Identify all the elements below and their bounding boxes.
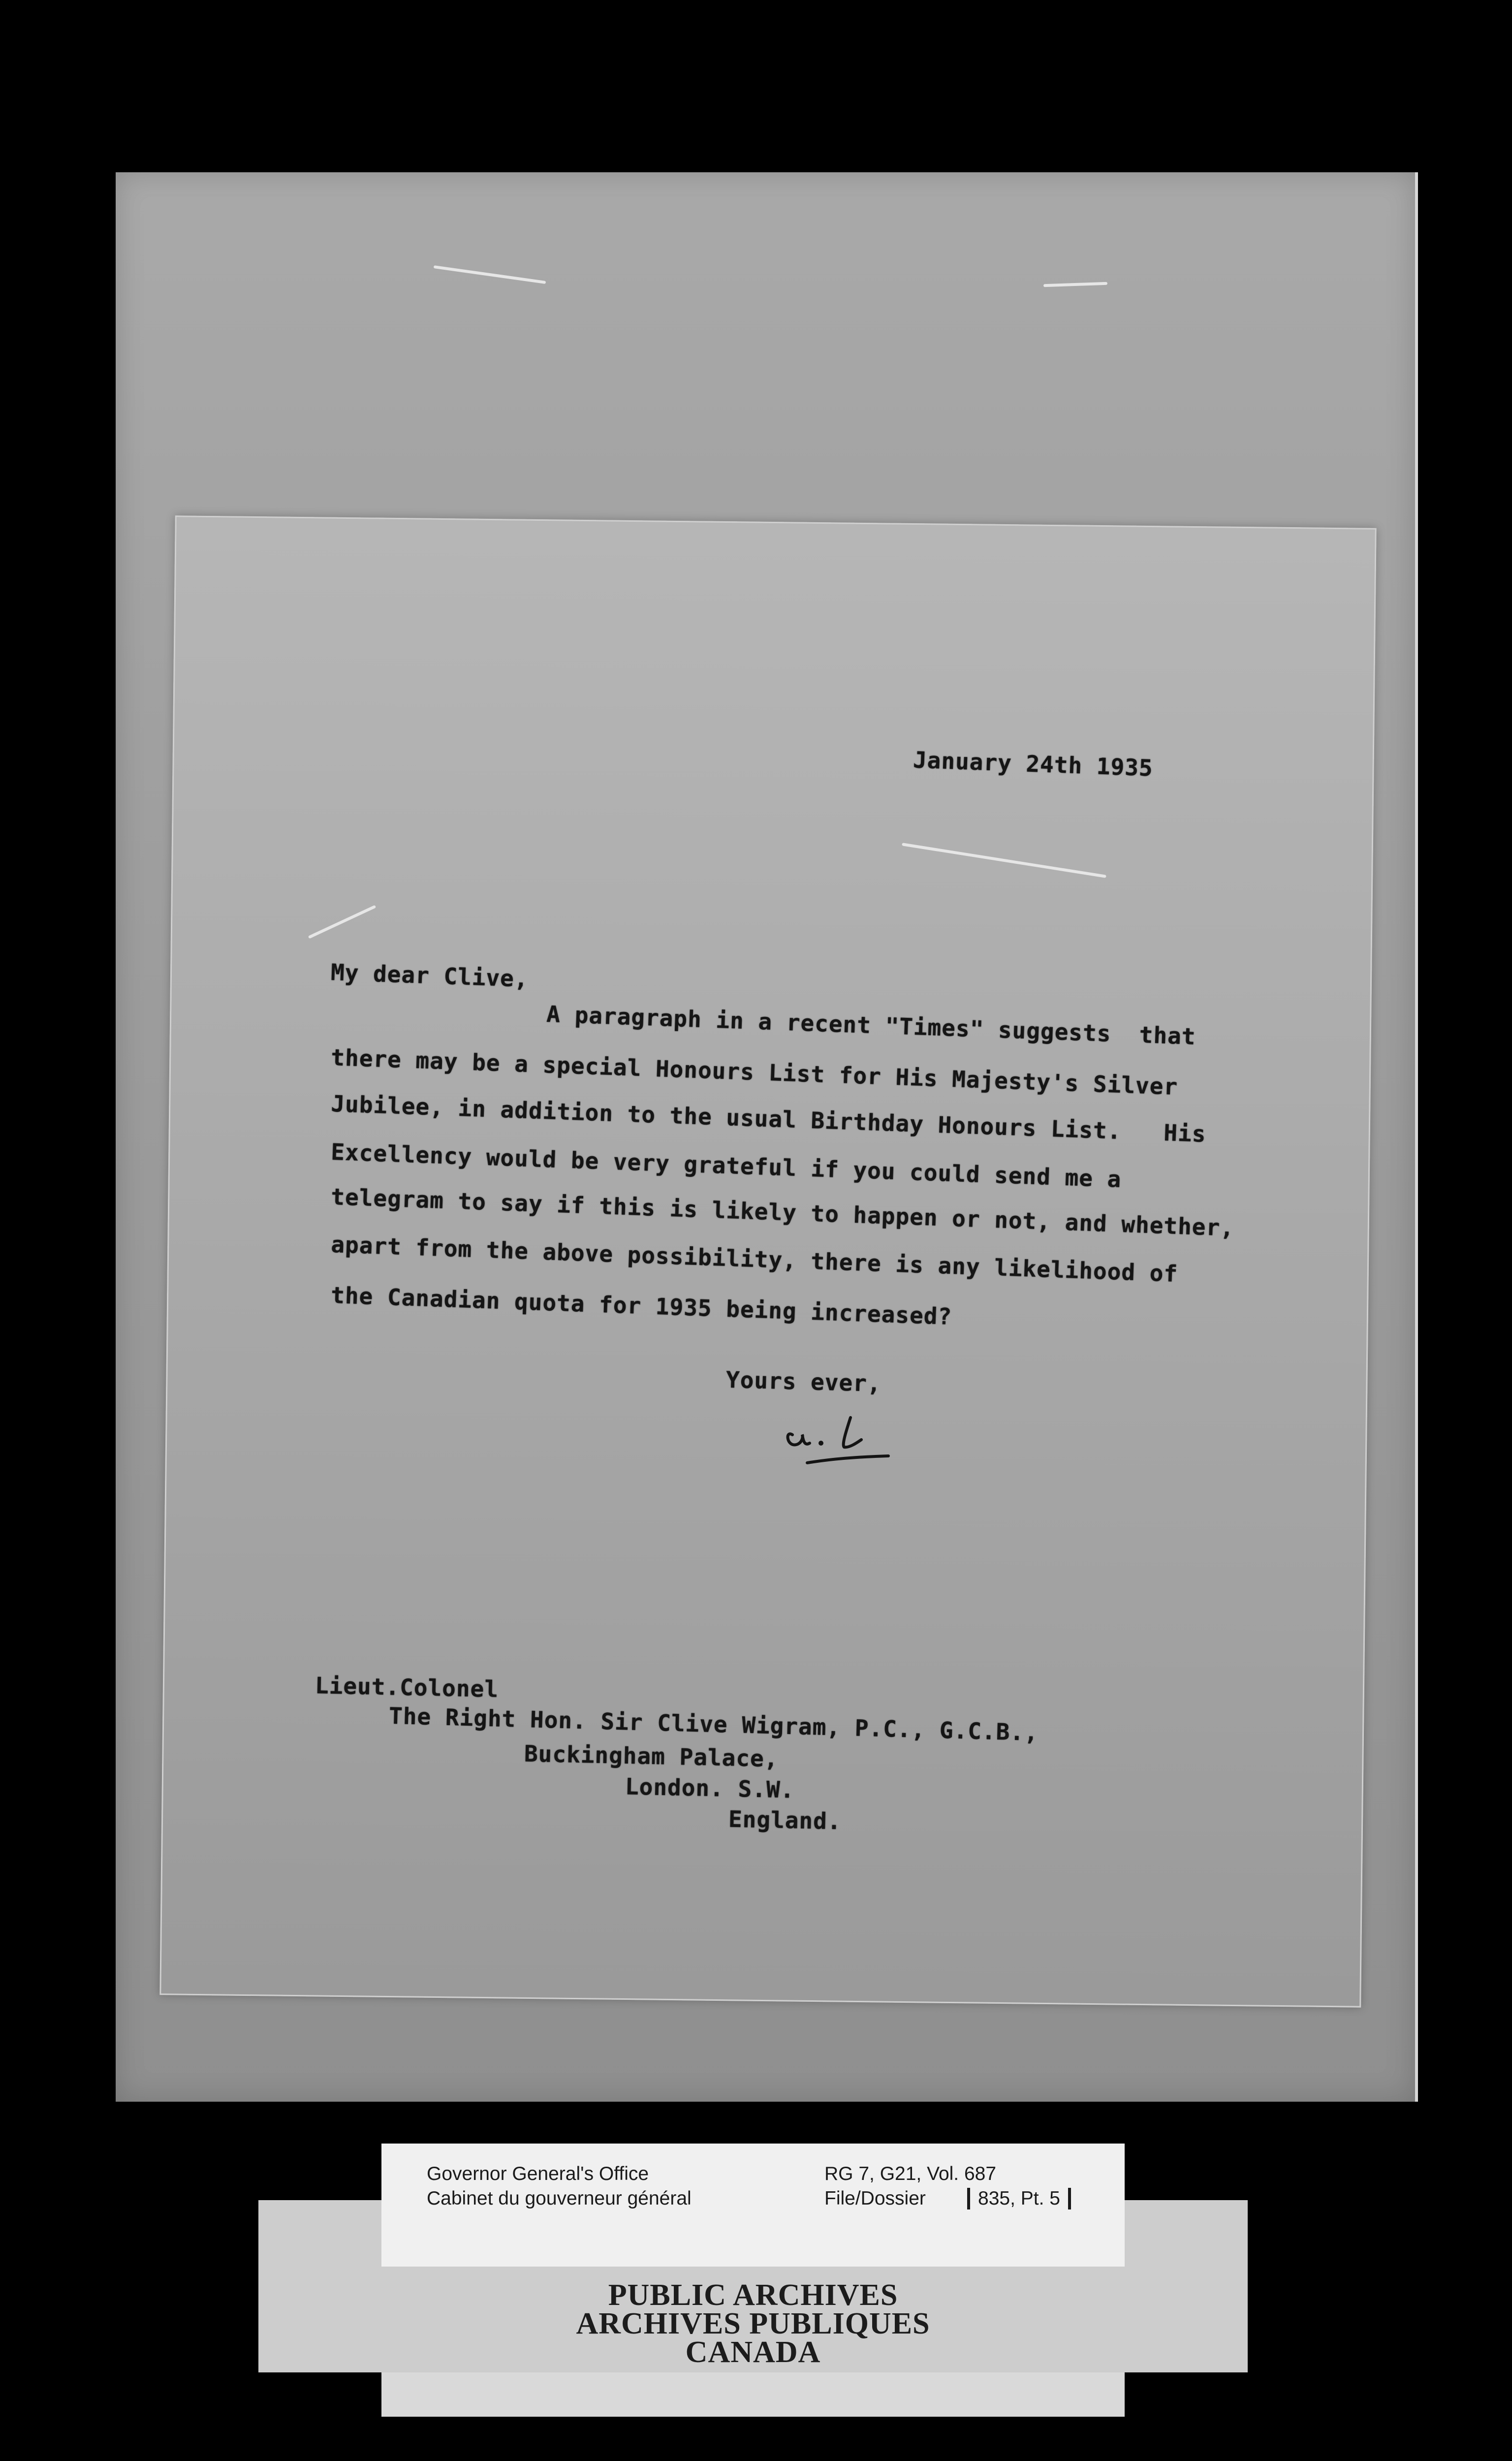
handwritten-signature [783,1408,901,1472]
body-line: there may be a special Honours List for His Majesty's Silver [330,1043,1179,1101]
address-line: Lieut.Colonel [315,1672,499,1703]
archive-stamp-line-3: CANADA [685,2335,821,2369]
body-line: A paragraph in a recent "Times" suggests that [546,1000,1197,1050]
file-number: 835, Pt. 5 [967,2188,1071,2209]
office-french: Cabinet du gouverneur général [427,2188,692,2209]
body-line: Excellency would be very grateful if you could send me a [330,1138,1122,1193]
body-line: apart from the above possibility, there is any likelihood of [330,1230,1179,1288]
archive-label-card [381,2144,1125,2267]
archive-tray-bottom [381,2372,1125,2417]
address-line: Buckingham Palace, [524,1740,779,1772]
address-line: The Right Hon. Sir Clive Wigram, P.C., G.C.B., [388,1702,1039,1746]
office-english: Governor General's Office [427,2163,649,2184]
address-line: England. [728,1805,842,1835]
closing: Yours ever, [725,1366,882,1397]
salutation: My dear Clive, [330,959,529,992]
archive-reference: RG 7, G21, Vol. 687 [824,2163,997,2184]
body-line: telegram to say if this is likely to happen or not, and whether, [330,1183,1235,1242]
archive-stamp-line-2: ARCHIVES PUBLIQUES [576,2307,930,2340]
body-line: Jubilee, in addition to the usual Birthday Honours List. His [330,1090,1207,1148]
body-line: the Canadian quota for 1935 being increased? [330,1281,953,1330]
address-line: London. S.W. [625,1773,795,1803]
letter-date: January 24th 1935 [913,746,1154,782]
file-label: File/Dossier [824,2188,926,2209]
archive-stamp-line-1: PUBLIC ARCHIVES [608,2278,898,2312]
